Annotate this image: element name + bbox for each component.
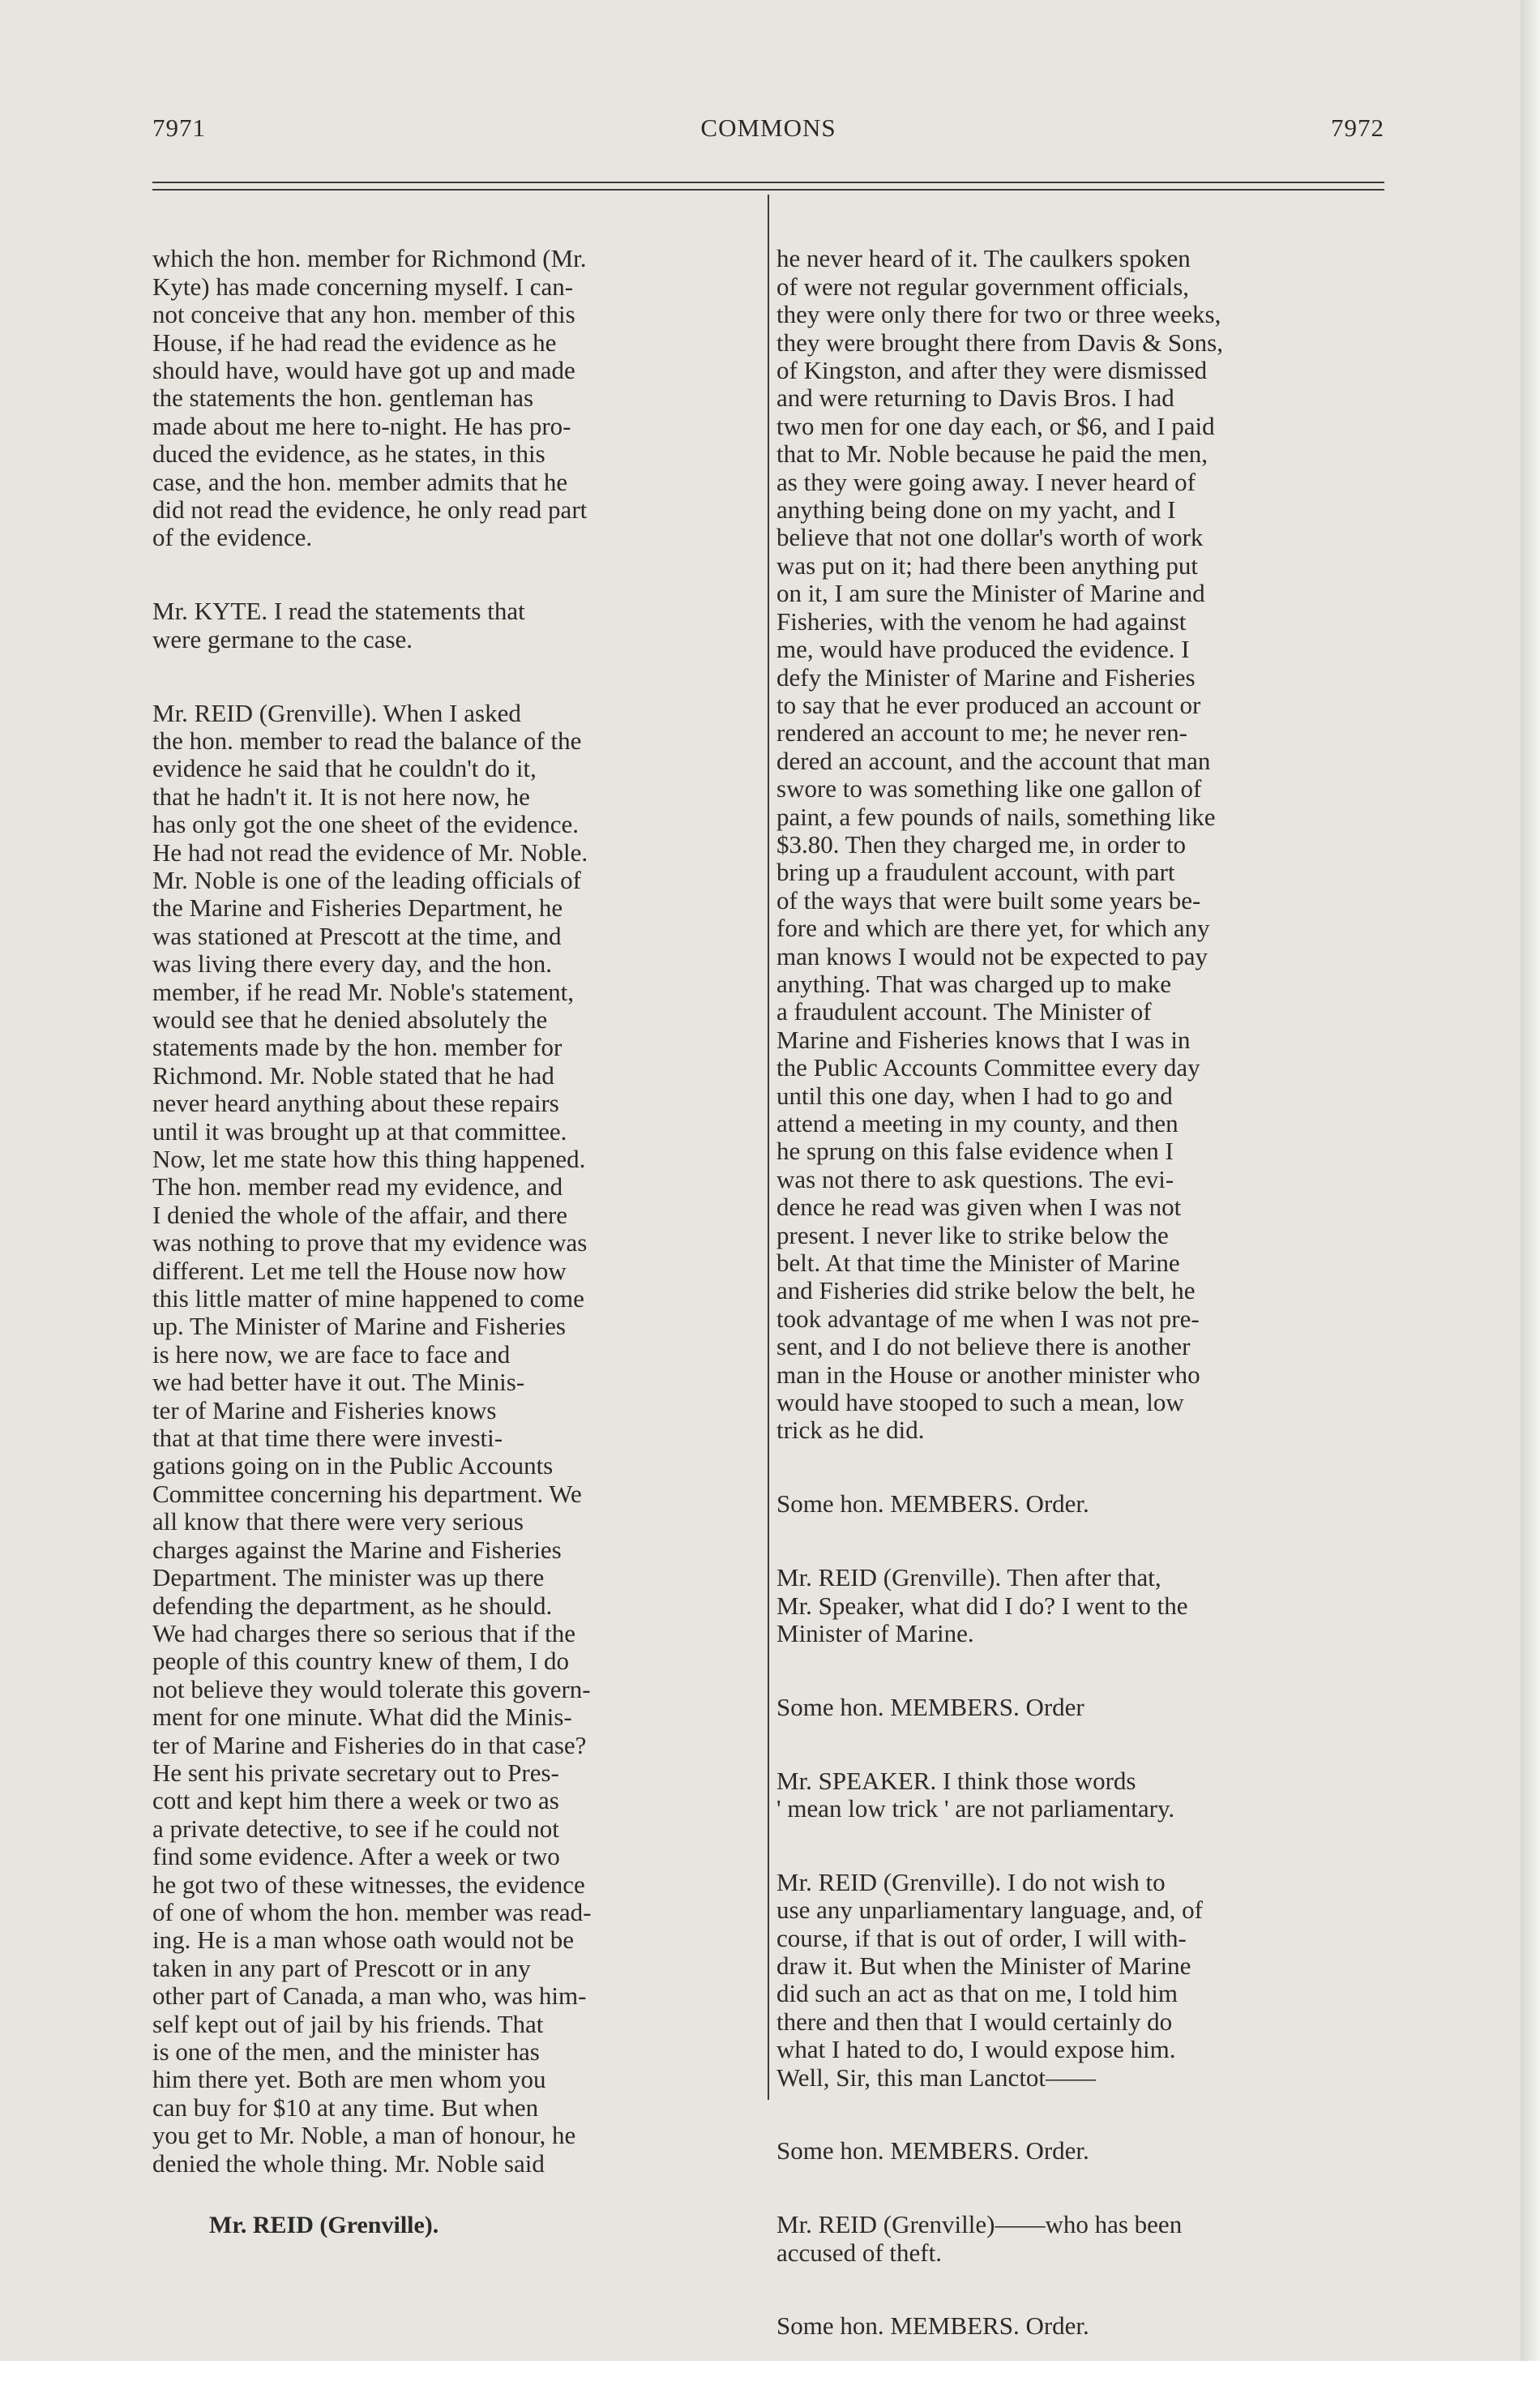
paragraph: Mr. REID (Grenville)——who has been accused of theft. (776, 2210, 1183, 2267)
header-rule-bottom (152, 189, 1384, 191)
page-number-left: 7971 (152, 114, 206, 142)
page-edge-shadow (1521, 0, 1540, 2361)
header-rule-top (152, 182, 1384, 183)
paragraph: Mr. SPEAKER. I think those words ' mean low trick ' are not parliamentary. (776, 1766, 1175, 1823)
page-header (152, 114, 1384, 154)
paragraph: Mr. REID (Grenville). Then after that, Mr. Speaker, what did I do? I went to the Minister of Marine. (776, 1563, 1188, 1647)
paragraph: Mr. REID (Grenville). I do not wish to use any unparliamentary language, and, of course, if that is out of order, I will with- draw it. But when the Minister of Marine did such an act as that on me, I told him there and then that I would certainly do what I hated to do, I would expose him. Well, Sir, this man Lanctot—— (776, 1867, 1203, 2092)
right-column (776, 217, 1375, 2386)
page-number-right: 7972 (1331, 114, 1384, 142)
paragraph: Mr. KYTE. I read the statements that were germane to the case. (152, 597, 525, 653)
left-column (152, 217, 751, 2285)
running-footer-speaker: Mr. REID (Grenville). (209, 2212, 439, 2239)
paragraph: which the hon. member for Richmond (Mr. Kyte) has made concerning myself. I can- not conceive that any hon. member of this House, if he had read the evidence as he should have, would have got up and made the statements the hon. gentleman has made about me here to-night. He has pro- duced the evidence, as he states, in this case, and the hon. member admits that he did not read the evidence, he only read part of the evidence. (152, 244, 588, 552)
paragraph: Some hon. MEMBERS. Order. (776, 2136, 1089, 2165)
paragraph: Some hon. MEMBERS. Order. (776, 2311, 1089, 2341)
running-title: COMMONS (700, 114, 836, 142)
paragraph: Some hon. MEMBERS. Order (776, 1692, 1084, 1721)
paragraph: Some hon. MEMBERS. Order. (776, 1489, 1089, 1519)
column-divider (768, 195, 769, 2100)
paragraph: Mr. REID (Grenville). When I asked the hon. member to read the balance of the evidence he said that he couldn't do it, that he hadn't it. It is not here now, he has only got the one sheet of the evidence. He had not read the evidence of Mr. Noble. Mr. Noble is one of the leading officials of the Marine and Fisheries Department, he was stationed at Prescott at the time, and was living there every day, and the hon. member, if he read Mr. Noble's statement, would see that he denied absolutely the statements made by the hon. member for Richmond. Mr. Noble stated that he had never heard anything about these repairs until it was brought up at that committee. Now, let me state how this thing happened. The hon. member read my evidence, and I denied the whole of the affair, and there was nothing to prove that my evidence was different. Let me tell the House now how this little matter of mine happened to come up. The Minister of Marine and Fisheries is here now, we are face to face and we had better have it out. The Minis- ter of Marine and Fisheries knows that at that time there were investi- gations going on in the Public Accounts Committee concerning his department. We all know that there were very serious charges against the Marine and Fisheries Department. The minister was up there defending the department, as he should. We had charges there so serious that if the people of this country knew of them, I do not believe they would tolerate this govern- ment for one minute. What did the Minis- ter of Marine and Fisheries do in that case? He sent his private secretary out to Pres- cott and kept him there a week or two as a private detective, to see if he could not find some evidence. After a week or two he got two of these witnesses, the evidence of one of whom the hon. member was read- ing. He is a man whose oath would not be taken in any part of Prescott or in any other part of Canada, a man who, was him- self kept out of jail by his friends. That is one of the men, and the minister has him there yet. Both are men whom you can buy for $10 at any time. But when you get to Mr. Noble, a man of honour, he denied the whole thing. Mr. Noble said (152, 698, 592, 2178)
paragraph: he never heard of it. The caulkers spoken of were not regular government officials, they were only there for two or three weeks, they were brought there from Davis & Sons, of Kingston, and after they were dismissed and were returning to Davis Bros. I had two men for one day each, or $6, and I paid that to Mr. Noble because he paid the men, as they were going away. I never heard of anything being done on my yacht, and I believe that not one dollar's worth of work was put on it; had there been anything put on it, I am sure the Minister of Marine and Fisheries, with the venom he had against me, would have produced the evidence. I defy the Minister of Marine and Fisheries to say that he ever produced an account or rendered an account to me; he never ren- dered an account, and the account that man swore to was something like one gallon of paint, a few pounds of nails, something like $3.80. Then they charged me, in order to bring up a fraudulent account, with part of the ways that were built some years be- fore and which are there yet, for which any man knows I would not be expected to pay anything. That was charged up to make a fraudulent account. The Minister of Marine and Fisheries knows that I was in the Public Accounts Committee every day until this one day, when I had to go and attend a meeting in my county, and then he sprung on this false evidence when I was not there to ask questions. The evi- dence he read was given when I was not present. I never like to strike below the belt. At that time the Minister of Marine and Fisheries did strike below the belt, he took advantage of me when I was not pre- sent, and I do not believe there is another man in the House or another minister who would have stooped to such a mean, low trick as he did. (776, 244, 1223, 1445)
